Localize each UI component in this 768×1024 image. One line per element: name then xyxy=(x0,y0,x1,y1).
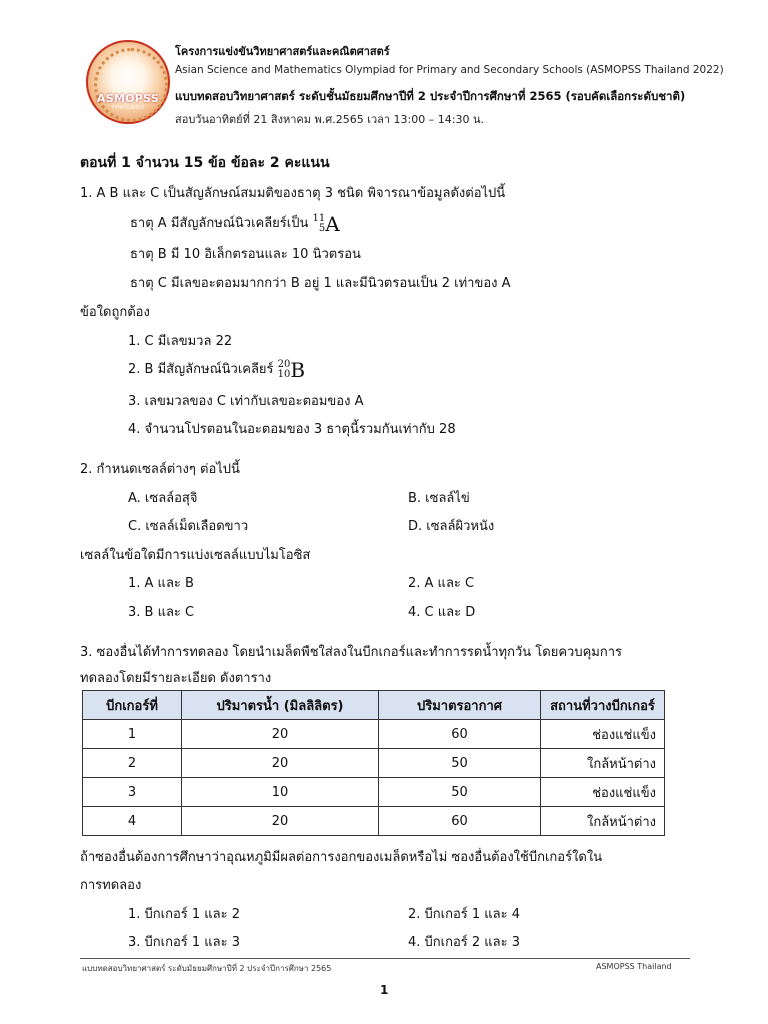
q3-option-4: 4. บีกเกอร์ 2 และ 3 xyxy=(408,935,521,950)
q1-fact-a-text: ธาตุ A มีสัญลักษณ์นิวเคลียร์เป็น xyxy=(130,216,309,231)
cell-beaker: 1 xyxy=(83,720,182,749)
q3-stem-line-1: 3. ซองอื่นได้ทำการทดลอง โดยนำเมล็ดพืชใส่ลงในบีกเกอร์และทำการรดน้ำทุกวัน โดยควบคุมการ xyxy=(80,645,623,660)
col-header-beaker: บีกเกอร์ที่ xyxy=(83,691,182,720)
q2-option-1: 1. A และ B xyxy=(128,576,194,591)
q2-option-2: 2. A และ C xyxy=(408,576,475,591)
cell-location: ช่องแช่แข็ง xyxy=(541,720,665,749)
cell-air: 50 xyxy=(379,778,541,807)
table-row xyxy=(83,778,665,807)
logo-text: ASMOPSS xyxy=(96,92,160,105)
q3-option-3: 3. บีกเกอร์ 1 และ 3 xyxy=(128,935,241,950)
q2-cell-d: D. เซลล์ผิวหนัง xyxy=(408,519,495,534)
header-olympiad-name: Asian Science and Mathematics Olympiad for Primary and Secondary Schools (ASMOPSS Thailand 2022) xyxy=(175,64,724,76)
q1-fact-b: ธาตุ B มี 10 อิเล็กตรอนและ 10 นิวตรอน xyxy=(130,247,361,262)
cell-water: 20 xyxy=(182,720,379,749)
q1-prompt: ข้อใดถูกต้อง xyxy=(80,305,150,320)
asmopss-logo xyxy=(86,40,170,124)
header-project-title: โครงการแข่งขันวิทยาศาสตร์และคณิตศาสตร์ xyxy=(175,45,390,58)
q2-cell-b: B. เซลล์ไข่ xyxy=(408,491,470,506)
cell-water: 10 xyxy=(182,778,379,807)
mass-number-b: 20 xyxy=(277,358,291,370)
element-symbol-a: A xyxy=(325,211,340,236)
col-header-air: ปริมาตรอากาศ xyxy=(379,691,541,720)
element-symbol-b: B xyxy=(290,357,306,382)
q1-fact-c: ธาตุ C มีเลขอะตอมมากกว่า B อยู่ 1 และมีนิวตรอนเป็น 2 เท่าของ A xyxy=(130,276,511,291)
cell-location: ช่องแช่แข็ง xyxy=(541,778,665,807)
cell-beaker: 2 xyxy=(83,749,182,778)
footer-right: ASMOPSS Thailand xyxy=(596,962,672,971)
q1-option-3: 3. เลขมวลของ C เท่ากับเลขอะตอมของ A xyxy=(128,394,364,409)
col-header-water: ปริมาตรน้ำ (มิลลิลิตร) xyxy=(182,691,379,720)
cell-water: 20 xyxy=(182,807,379,836)
q1-option-2 xyxy=(128,358,305,380)
q2-cell-c: C. เซลล์เม็ดเลือดขาว xyxy=(128,519,249,534)
q3-question-line-2: การทดลอง xyxy=(80,878,142,893)
q1-fact-a xyxy=(130,212,340,234)
table-row xyxy=(83,749,665,778)
atomic-number-b: 10 xyxy=(277,368,291,380)
nuclear-symbol-a xyxy=(312,211,340,236)
atomic-number-a: 5 xyxy=(318,222,326,234)
table-header-row xyxy=(83,691,665,720)
section-title: ตอนที่ 1 จำนวน 15 ข้อ ข้อละ 2 คะแนน xyxy=(80,155,330,171)
q3-question-line-1: ถ้าซองอื่นต้องการศึกษาว่าอุณหภูมิมีผลต่อการงอกของเมล็ดหรือไม่ ซองอื่นต้องใช้บีกเกอร์ใดใน xyxy=(80,850,603,865)
cell-location: ใกล้หน้าต่าง xyxy=(541,807,665,836)
footer-left: แบบทดสอบวิทยาศาสตร์ ระดับมัธยมศึกษาปีที่ 2 ประจำปีการศึกษา 2565 xyxy=(82,964,332,973)
table-row xyxy=(83,720,665,749)
q2-stem: 2. กำหนดเซลล์ต่างๆ ต่อไปนี้ xyxy=(80,462,240,477)
nuclear-numbers-b xyxy=(278,360,291,380)
table-row xyxy=(83,807,665,836)
q1-option-4: 4. จำนวนโปรตอนในอะตอมของ 3 ธาตุนี้รวมกันเท่ากับ 28 xyxy=(128,422,456,437)
header-test-title: แบบทดสอบวิทยาศาสตร์ ระดับชั้นมัธยมศึกษาปีที่ 2 ประจำปีการศึกษาที่ 2565 (รอบคัดเลือกระดับชาติ) xyxy=(175,89,686,103)
q1-option-2-text: 2. B มีสัญลักษณ์นิวเคลียร์ xyxy=(128,362,274,377)
col-header-location: สถานที่วางบีกเกอร์ xyxy=(541,691,665,720)
footer-divider xyxy=(80,958,690,959)
cell-beaker: 4 xyxy=(83,807,182,836)
page-number: 1 xyxy=(380,983,389,997)
q2-prompt: เซลล์ในข้อใดมีการแบ่งเซลล์แบบไมโอซิส xyxy=(80,548,311,563)
cell-air: 60 xyxy=(379,720,541,749)
logo-subtext: THAILAND xyxy=(111,105,145,111)
q3-option-2: 2. บีกเกอร์ 1 และ 4 xyxy=(408,907,521,922)
q1-stem: 1. A B และ C เป็นสัญลักษณ์สมมติของธาตุ 3 ชนิด พิจารณาข้อมูลดังต่อไปนี้ xyxy=(80,186,506,201)
cell-location: ใกล้หน้าต่าง xyxy=(541,749,665,778)
cell-air: 50 xyxy=(379,749,541,778)
beaker-table xyxy=(82,690,665,836)
q1-option-1: 1. C มีเลขมวล 22 xyxy=(128,334,233,349)
q2-cell-a: A. เซลล์อสุจิ xyxy=(128,491,198,506)
cell-air: 60 xyxy=(379,807,541,836)
q2-option-3: 3. B และ C xyxy=(128,605,195,620)
q3-option-1: 1. บีกเกอร์ 1 และ 2 xyxy=(128,907,241,922)
mass-number-a: 11 xyxy=(312,212,326,224)
nuclear-symbol-b xyxy=(277,357,306,382)
header-test-date: สอบวันอาทิตย์ที่ 21 สิงหาคม พ.ศ.2565 เวลา 13:00 – 14:30 น. xyxy=(175,113,484,126)
q3-stem-line-2: ทดลองโดยมีรายละเอียด ดังตาราง xyxy=(80,671,272,686)
q2-option-4: 4. C และ D xyxy=(408,605,476,620)
cell-beaker: 3 xyxy=(83,778,182,807)
nuclear-numbers-a xyxy=(313,214,326,234)
cell-water: 20 xyxy=(182,749,379,778)
